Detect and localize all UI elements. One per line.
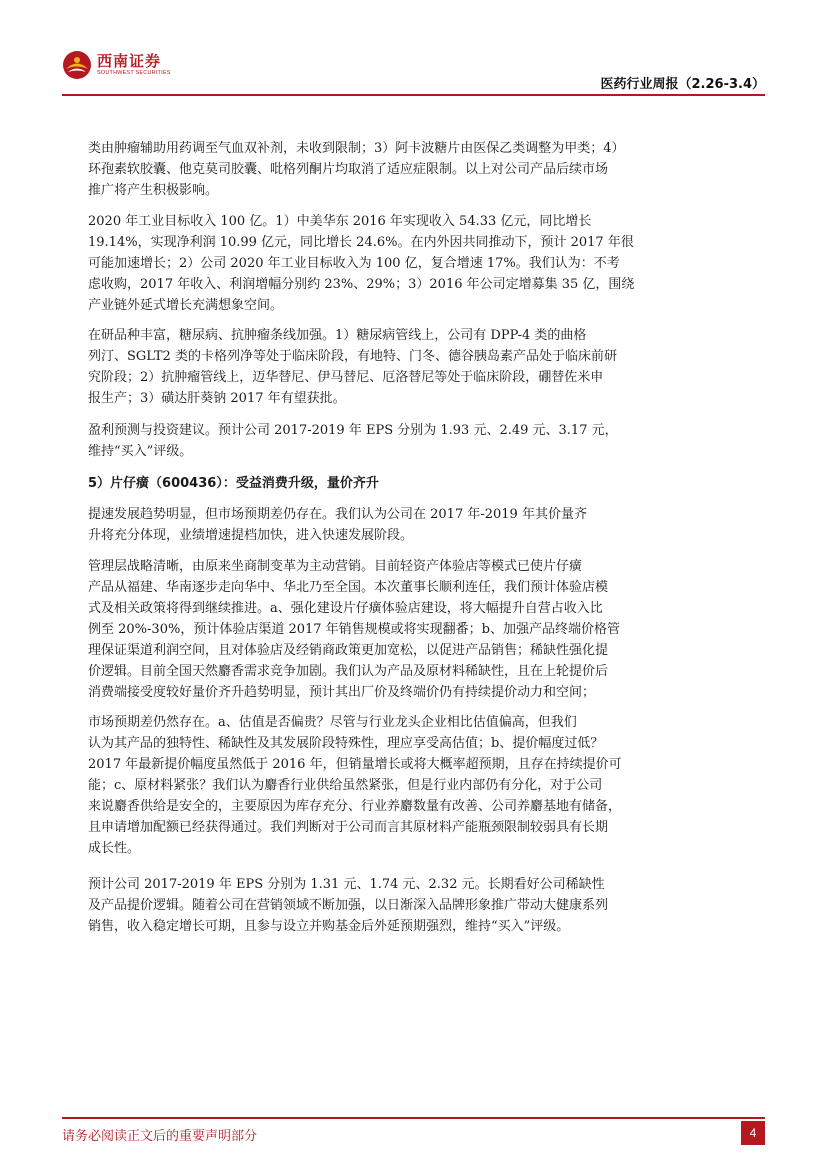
- text-line: 价逻辑。目前全国天然麝香需求竞争加剧。我们认为产品及原材料稀缺性，且在上轮提价后: [88, 664, 609, 679]
- text-line: 提速发展趋势明显，但市场预期差仍存在。我们认为公司在 2017 年-2019 年其价量齐: [88, 507, 587, 522]
- text-line: 市场预期差仍然存在。a、估值是否偏贵？尽管与行业龙头企业相比估值偏高，但我们: [88, 715, 577, 730]
- text-line: 2020 年工业目标收入 100 亿。1）中美华东 2016 年实现收入 54.33 亿元，同比增长: [88, 214, 592, 229]
- text-line: 且申请增加配额已经获得通过。我们判断对于公司而言其原材料产能瓶颈限制较弱具有长期: [88, 820, 609, 835]
- text-line: 可能加速增长；2）公司 2020 年工业目标收入为 100 亿，复合增速 17%。我们认为：不考: [88, 256, 620, 271]
- text-line: 19.14%，实现净利润 10.99 亿元，同比增长 24.6%。在内外因共同推动下，预计 2017 年很: [88, 235, 634, 250]
- text-line: 环孢素软胶囊、他克莫司胶囊、吡格列酮片均取消了适应症限制。以上对公司产品后续市场: [88, 162, 609, 177]
- page-number: 4: [741, 1121, 765, 1145]
- text-line: 列汀、SGLT2 类的卡格列净等处于临床阶段，有地特、门冬、德谷胰岛素产品处于临床前研: [88, 349, 617, 364]
- text-line: 来说麝香供给是安全的，主要原因为库存充分、行业养麝数量有改善、公司养麝基地有储备，: [88, 799, 622, 814]
- logo-emblem-icon: [62, 50, 92, 80]
- logo-english-name: SOUTHWEST SECURITIES: [97, 70, 171, 76]
- text-line: 究阶段；2）抗肿瘤管线上，迈华替尼、伊马替尼、厄洛替尼等处于临床阶段，硼替佐米申: [88, 370, 604, 385]
- text-line: 报生产；3）磺达肝葵钠 2017 年有望获批。: [88, 391, 346, 406]
- text-line: 产品从福建、华南逐步走向华中、华北乃至全国。本次董事长顺利连任，我们预计体验店模: [88, 580, 609, 595]
- text-line: 推广将产生积极影响。: [88, 183, 219, 198]
- text-line: 盈利预测与投资建议。预计公司 2017-2019 年 EPS 分别为 1.93 元、2.49 元、3.17 元，: [88, 423, 618, 438]
- disclaimer-note: 请务必阅读正文后的重要声明部分: [62, 1129, 258, 1144]
- text-line: 产业链外延式增长充满想象空间。: [88, 298, 284, 313]
- text-line: 能；c、原材料紧张？我们认为麝香行业供给虽然紧张，但是行业内部仍有分化，对于公司: [88, 778, 603, 793]
- paragraph-5: [88, 504, 615, 546]
- text-line: 类由肿瘤辅助用药调至气血双补剂，未收到限制；3）阿卡波糖片由医保乙类调整为甲类；4）: [88, 141, 625, 156]
- text-line: 消费端接受度较好量价齐升趋势明显，预计其出厂价及终端价仍有持续提价动力和空间；: [88, 685, 596, 700]
- text-line: 维持“买入”评级。: [88, 444, 193, 459]
- text-line: 式及相关政策将得到继续推进。a、强化建设片仔癀体验店建设，将大幅提升自营占收入比: [88, 601, 603, 616]
- paragraph-7: [88, 712, 622, 859]
- text-line: 理保证渠道利润空间，且对体验店及经销商政策更加宽松，以促进产品销售；稀缺性强化提: [88, 643, 609, 658]
- text-line: 升将充分体现，业绩增速提档加快，进入快速发展阶段。: [88, 528, 414, 543]
- header-divider: [62, 94, 765, 96]
- logo-chinese-name: 西南证券: [97, 52, 162, 70]
- paragraph-8: [88, 874, 615, 937]
- section-title: 5）片仔癀（600436）：受益消费升级，量价齐升: [88, 476, 379, 491]
- page-header: [0, 0, 827, 96]
- paragraph-3: [88, 325, 615, 409]
- text-line: 虑收购，2017 年收入、利润增幅分别约 23%、29%；3）2016 年公司定增募集 35 亿，围绕: [88, 277, 635, 292]
- text-line: 管理层战略清晰，由原来坐商制变革为主动营销。目前轻资产体验店等模式已使片仔癀: [88, 559, 583, 574]
- text-line: 销售，收入稳定增长可期，且参与设立并购基金后外延预期强烈，维持“买入”评级。: [88, 919, 570, 934]
- paragraph-4: [88, 420, 618, 462]
- paragraph-1: [88, 138, 625, 201]
- paragraph-2: [88, 211, 635, 316]
- text-line: 成长性。: [88, 841, 141, 856]
- text-line: 认为其产品的独特性、稀缺性及其发展阶段特殊性，理应享受高估值；b、提价幅度过低？: [88, 736, 604, 751]
- company-logo: [62, 50, 171, 80]
- text-line: 及产品提价逻辑。随着公司在营销领域不断加强，以日渐深入品牌形象推广带动大健康系列: [88, 898, 609, 913]
- text-line: 预计公司 2017-2019 年 EPS 分别为 1.31 元、1.74 元、2.32 元。长期看好公司稀缺性: [88, 877, 605, 892]
- logo-text: [97, 53, 171, 77]
- text-line: 在研品种丰富，糖尿病、抗肿瘤条线加强。1）糖尿病管线上，公司有 DPP-4 类的曲格: [88, 328, 587, 343]
- paragraph-6: [88, 556, 620, 703]
- text-line: 2017 年最新提价幅度虽然低于 2016 年，但销量增长或将大概率超预期，且存在持续提价可: [88, 757, 622, 772]
- report-title: 医药行业周报（2.26-3.4）: [600, 77, 765, 92]
- text-line: 例至 20%-30%，预计体验店渠道 2017 年销售规模或将实现翻番；b、加强产品终端价格管: [88, 622, 620, 637]
- footer-divider: [62, 1117, 765, 1119]
